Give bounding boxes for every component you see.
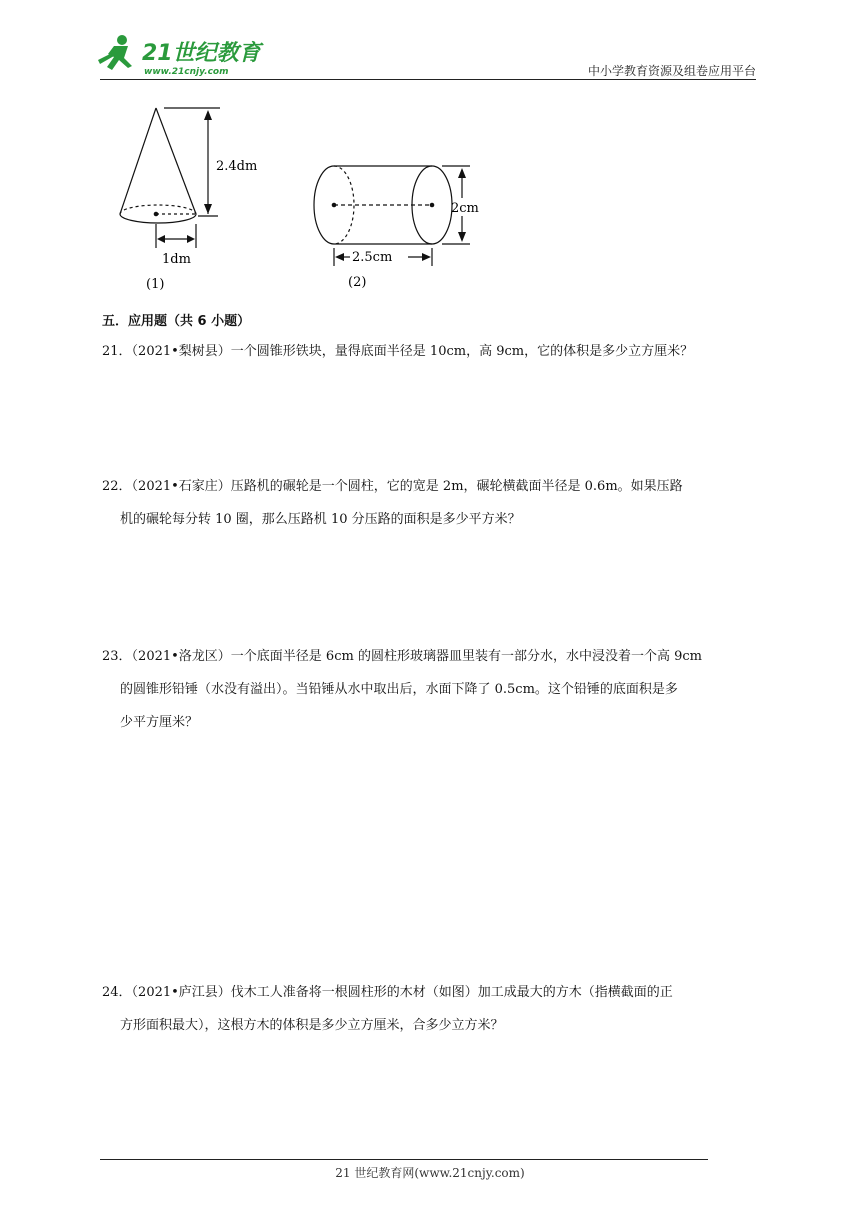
question-23 bbox=[102, 640, 762, 739]
question-line: 的圆锥形铅锤（水没有溢出）。当铅锤从水中取出后，水面下降了 0.5cm。这个铅锤的底面积是多 bbox=[120, 682, 678, 697]
question-line: 21．（2021•梨树县）一个圆锥形铁块，量得底面半径是 10cm，高 9cm，它的体积是多少立方厘米？ bbox=[102, 344, 694, 359]
footer-divider bbox=[100, 1159, 708, 1160]
question-line: 少平方厘米？ bbox=[120, 715, 199, 730]
logo-text: 21世纪教育 bbox=[142, 41, 261, 66]
question-line: 24．（2021•庐江县）伐木工人准备将一根圆柱形的木材（如图）加工成最大的方木（指横截面的正 bbox=[102, 985, 673, 1000]
question-line: 23．（2021•洛龙区）一个底面半径是 6cm 的圆柱形玻璃器皿里装有一部分水，水中浸没着一个高 9cm bbox=[102, 649, 702, 664]
question-21 bbox=[102, 335, 762, 368]
cylinder-caption: (2) bbox=[348, 275, 367, 290]
site-logo bbox=[92, 30, 262, 80]
question-line: 22．（2021•石家庄）压路机的碾轮是一个圆柱，它的宽是 2m，碾轮横截面半径是 0.6m。如果压路 bbox=[102, 479, 683, 494]
section-title: 五．应用题（共 6 小题） bbox=[102, 314, 251, 329]
footer-text: 21 世纪教育网(www.21cnjy.com) bbox=[335, 1166, 525, 1180]
cylinder-height-label: 2cm bbox=[451, 201, 479, 216]
logo-url: www.21cnjy.com bbox=[144, 67, 229, 77]
question-24 bbox=[102, 976, 762, 1042]
platform-name: 中小学教育资源及组卷应用平台 bbox=[587, 64, 756, 78]
header-divider bbox=[100, 79, 756, 80]
runner-icon bbox=[98, 35, 132, 70]
cone-caption: (1) bbox=[146, 277, 165, 292]
cone-figure bbox=[108, 102, 258, 297]
cylinder-length-label: 2.5cm bbox=[352, 250, 393, 265]
question-line: 方形面积最大），这根方木的体积是多少立方厘米，合多少立方米？ bbox=[120, 1018, 504, 1033]
cone-height-label: 2.4dm bbox=[216, 159, 258, 174]
cylinder-figure bbox=[300, 158, 500, 296]
question-22 bbox=[102, 470, 762, 536]
question-line: 机的碾轮每分转 10 圈，那么压路机 10 分压路的面积是多少平方米？ bbox=[120, 512, 521, 527]
cone-radius-label: 1dm bbox=[162, 252, 191, 267]
